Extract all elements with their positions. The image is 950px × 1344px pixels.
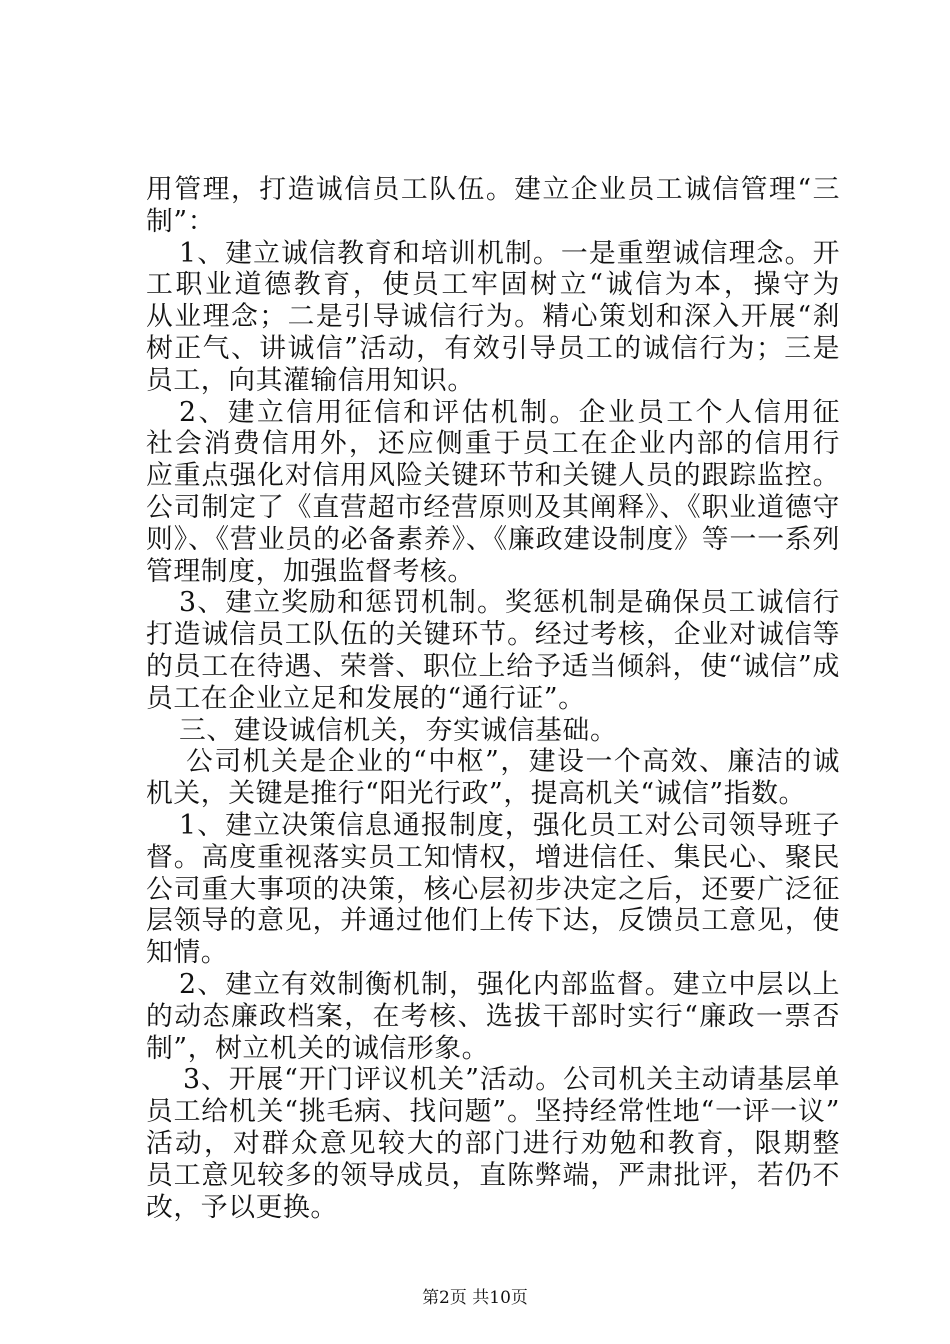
- text-line: 树正气、讲诚信”活动，有效引导员工的诚信行为；三是: [146, 332, 840, 364]
- page-number: 第2页 共10页: [422, 1288, 528, 1308]
- text-line: 员工给机关“挑毛病、找问题”。坚持经常性地“一评一议”: [146, 1096, 840, 1128]
- text-line: 1、建立诚信教育和培训机制。一是重塑诚信理念。开: [179, 237, 840, 269]
- text-line: 制”：: [146, 205, 216, 237]
- text-line: 改，予以更换。: [146, 1191, 338, 1223]
- text-line: 的员工在待遇、荣誉、职位上给予适当倾斜，使“诚信”成: [146, 650, 840, 682]
- document-body: [146, 174, 840, 1223]
- text-line: 员工意见较多的领导成员，直陈弊端，严肃批评，若仍不: [146, 1159, 840, 1191]
- text-line: 员工，向其灌输信用知识。: [146, 364, 475, 396]
- text-line: 应重点强化对信用风险关键环节和关键人员的跟踪监控。: [146, 460, 840, 492]
- text-line: 2、建立信用征信和评估机制。企业员工个人信用征: [179, 396, 840, 428]
- text-line: 的动态廉政档案，在考核、选拔干部时实行“廉政一票否: [146, 1000, 840, 1032]
- text-line: 3、开展“开门评议机关”活动。公司机关主动请基层单: [183, 1064, 840, 1096]
- text-line: 公司重大事项的决策，核心层初步决定之后，还要广泛征: [146, 873, 840, 905]
- text-line: 知情。: [146, 937, 229, 969]
- text-line: 制”，树立机关的诚信形象。: [146, 1032, 490, 1064]
- text-line: 则》、《营业员的必备素养》、《廉政建设制度》等一一系列: [146, 523, 840, 555]
- text-line: 员工在企业立足和发展的“通行证”。: [146, 682, 586, 714]
- text-line: 公司制定了《直营超市经营原则及其阐释》、《职业道德守: [146, 491, 840, 523]
- text-line: 活动，对群众意见较大的部门进行劝勉和教育，限期整: [146, 1127, 840, 1159]
- text-line: 社会消费信用外，还应侧重于员工在企业内部的信用行: [146, 428, 840, 460]
- text-line: 管理制度，加强监督考核。: [146, 555, 475, 587]
- text-line: 3、建立奖励和惩罚机制。奖惩机制是确保员工诚信行: [179, 587, 840, 619]
- text-line: 1、建立决策信息通报制度，强化员工对公司领导班子: [179, 809, 840, 841]
- text-line: 用管理，打造诚信员工队伍。建立企业员工诚信管理“三: [146, 174, 840, 205]
- section-heading: 三、建设诚信机关，夯实诚信基础。: [179, 714, 618, 746]
- text-line: 机关，关键是推行“阳光行政”，提高机关“诚信”指数。: [146, 778, 806, 810]
- text-line: 工职业道德教育，使员工牢固树立“诚信为本，操守为: [146, 269, 840, 301]
- text-line: 公司机关是企业的“中枢”，建设一个高效、廉洁的诚: [186, 746, 840, 778]
- text-line: 从业理念；二是引导诚信行为。精心策划和深入开展“刹: [146, 301, 840, 333]
- text-line: 督。高度重视落实员工知情权，增进信任、集民心、聚民: [146, 841, 840, 873]
- text-line: 层领导的意见，并通过他们上传下达，反馈员工意见，使: [146, 905, 840, 937]
- text-line: 2、建立有效制衡机制，强化内部监督。建立中层以上: [179, 968, 840, 1000]
- text-line: 打造诚信员工队伍的关键环节。经过考核，企业对诚信等: [146, 619, 840, 651]
